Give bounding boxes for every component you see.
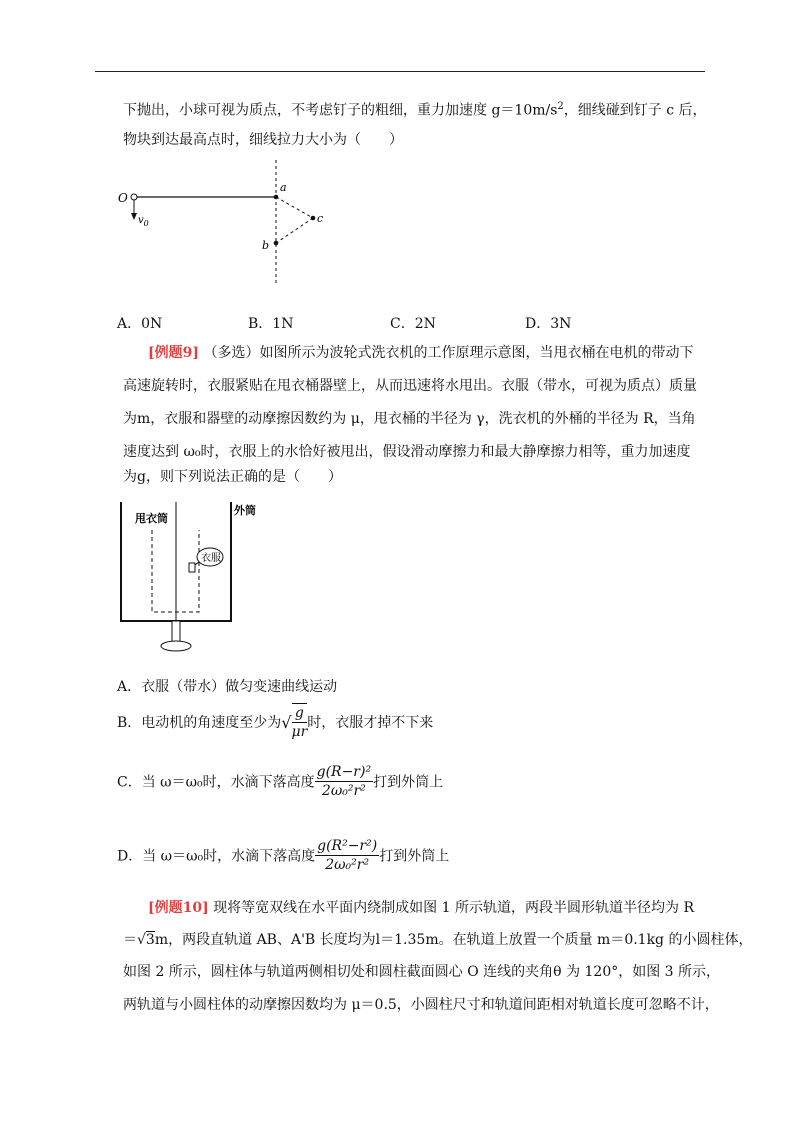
velocity-arrowhead bbox=[131, 213, 137, 220]
label-c: c bbox=[317, 212, 324, 225]
q8-pendulum-figure bbox=[110, 155, 350, 290]
q10-line4: 两轨道与小圆柱体的动摩擦因数均为 μ＝0.5，小圆柱尺寸和轨道间距相对轨道长度可忽略不计， bbox=[123, 997, 719, 1013]
q9-option-d: D．当 ω＝ω₀时，水滴下落高度 $\frac{\text{g(R²−r²)}}{\text{2ω₀²r²}}$ 打到外筒上 bbox=[117, 838, 450, 873]
cloth-item bbox=[189, 563, 195, 572]
motor-base bbox=[161, 641, 191, 651]
label-outer-tub: 外筒 bbox=[234, 504, 256, 517]
label-inner-tub: 甩衣筒 bbox=[135, 512, 168, 525]
label-a: a bbox=[280, 181, 287, 194]
q10-line2: ＝√3m，两段直轨道 AB、A'B 长度均为l＝1.35m。在轨道上放置一个质量 m＝0.1kg 的小圆柱体， bbox=[123, 932, 753, 948]
q9-line2: 高速旋转时，衣服紧贴在甩衣桶器壁上，从而迅速将水甩出。衣服（带水，可视为质点）质量 bbox=[123, 378, 697, 394]
q9-washer-figure bbox=[115, 500, 256, 660]
q10-line1: [例题10] 现将等宽双线在水平面内绕制成如图 1 所示轨道，两段半圆形轨道半径均为 R bbox=[148, 900, 694, 916]
dashed-ac bbox=[276, 197, 313, 218]
q8-option-b: B．1N bbox=[248, 316, 294, 332]
label-v0: $v_0$ bbox=[138, 215, 149, 228]
dashed-cb bbox=[276, 218, 313, 243]
nail-b bbox=[274, 241, 279, 246]
q10-tag: [例题10] bbox=[148, 900, 209, 916]
label-cloth: 衣服 bbox=[201, 553, 221, 564]
ball bbox=[131, 194, 137, 200]
q9-option-c: C．当 ω＝ω₀时，水滴下落高度 $\frac{\text{g(R−r)²}}{\text{2ω₀²r²}}$ 打到外筒上 bbox=[117, 764, 444, 799]
header-rule bbox=[95, 71, 705, 72]
nail-a bbox=[274, 195, 279, 200]
q9-line5: 为g，则下列说法正确的是（ ） bbox=[123, 469, 342, 485]
q8-option-c: C．2N bbox=[390, 316, 436, 332]
q9-line1: [例题9] （多选）如图所示为波轮式洗衣机的工作原理示意图，当甩衣桶在电机的带动下 bbox=[148, 345, 694, 361]
q8-line2: 物块到达最高点时，细线拉力大小为（ ） bbox=[123, 132, 403, 148]
label-o: O bbox=[118, 191, 128, 205]
q9-tag: [例题9] bbox=[148, 345, 199, 361]
cloth-pointer bbox=[195, 562, 199, 565]
q9-line4: 速度达到 ω₀时，衣服上的水恰好被甩出，假设滑动摩擦力和最大静摩擦力相等，重力加速度 bbox=[123, 444, 691, 460]
label-b: b bbox=[262, 239, 270, 252]
q9-option-a: A．衣服（带水）做匀变速曲线运动 bbox=[117, 679, 338, 695]
q8-option-d: D．3N bbox=[525, 316, 572, 332]
nail-c bbox=[311, 216, 316, 221]
q8-line1: 下抛出，小球可视为质点，不考虑钉子的粗细，重力加速度 $g=10m/s^2$，细线碰到钉子 c 后， bbox=[123, 101, 707, 119]
q9-line3: 为m，衣服和器壁的动摩擦因数约为 μ，甩衣桶的半径为 γ，洗衣机的外桶的半径为 R，当角 bbox=[123, 411, 696, 427]
motor-shaft bbox=[172, 621, 180, 643]
q9-option-b: B．电动机的角速度至少为√ $\frac{g}{\mu r}$ 时，衣服才掉不下来 bbox=[117, 705, 434, 740]
q10-line3: 如图 2 所示，圆柱体与轨道两侧相切处和圆柱截面圆心 O 连线的夹角θ 为 120°，如图 3 所示， bbox=[123, 964, 721, 980]
q8-option-a: A．0N bbox=[117, 316, 163, 332]
